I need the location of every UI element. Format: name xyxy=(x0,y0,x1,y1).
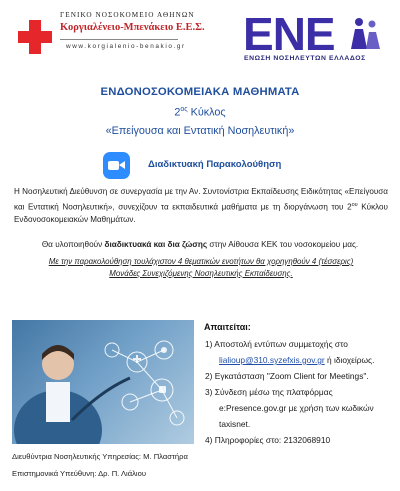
ene-letter: Ε xyxy=(243,8,273,60)
list-item: 3) Σύνδεση μέσω της πλατφόρμας xyxy=(205,387,333,397)
email-link[interactable]: lialioup@310.syzefxis.gov.gr xyxy=(219,355,325,365)
list-item: lialioup@310.syzefxis.gov.gr ή ιδιοχείρως. xyxy=(219,355,375,365)
scientific-supervisor: Επιστημονικά Υπεύθυνη: Δρ. Π. Λιάλιου xyxy=(12,469,146,478)
red-cross-icon xyxy=(18,20,52,54)
ene-letter: Ε xyxy=(304,8,335,60)
delivery-paragraph: Θα υλοποιηθούν διαδικτυακά και δια ζώσης στην Αίθουσα ΚΕΚ του νοσοκομείου μας. xyxy=(41,240,359,249)
requirements-title: Απαιτείται: xyxy=(204,322,251,332)
nurses-figure-icon xyxy=(345,15,385,51)
online-attendance-label: Διαδικτυακή Παρακολούθηση xyxy=(148,159,282,170)
hospital-name-line2: Κοργιαλένειο-Μπενάκειο Ε.Ε.Σ. xyxy=(60,22,205,33)
zoom-icon xyxy=(103,152,130,179)
ene-letter: Ν xyxy=(272,8,305,60)
medical-photo xyxy=(12,320,194,444)
intro-paragraph: Η Νοσηλευτική Διεύθυνση σε συνεργασία με την Αν. Συντονίστρια Εκπαίδευσης Ειδικότητας «Επείγουσα και Εντατική Νοσηλευτική», συνεχίζουν τα εκπαιδευτικά μαθήματα με τη διοργάνωση του $2^{o\upsilon}$ Κύκλου Ενδονοσοκομειακών Μαθημάτων. xyxy=(14,187,388,224)
hospital-name-line1: ΓΕΝΙΚΟ ΝΟΣΟΚΟΜΕΙΟ ΑΘΗΝΩΝ xyxy=(60,11,195,19)
list-item: 1) Αποστολή εντύπων συμμετοχής στο xyxy=(205,339,348,349)
list-item: 2) Εγκατάσταση "Zoom Client for Meetings". xyxy=(205,371,369,381)
ene-subtitle: ΕΝΩΣΗ ΝΟΣΗΛΕΥΤΩΝ ΕΛΛΑΔΟΣ xyxy=(244,55,366,62)
requirements-list xyxy=(205,336,374,448)
hospital-website[interactable]: www.korgialenio-benakio.gr xyxy=(66,43,186,50)
list-item: e:Presence.gov.gr με χρήση των κωδικών xyxy=(219,403,374,413)
list-item: 4) Πληροφορίες στο: 2132068910 xyxy=(205,435,331,445)
course-topic: «Επείγουσα και Εντατική Νοσηλευτική» xyxy=(105,125,295,137)
header-divider xyxy=(60,39,178,40)
page-title: ΕΝΔΟΝΟΣΟΚΟΜΕΙΑΚΑ ΜΑΘΗΜΑΤΑ xyxy=(100,86,300,98)
list-item: taxisnet. xyxy=(219,419,251,429)
credits-paragraph: Με την παρακολούθηση τουλάχιστον 4 θεματικών ενοτήτων θα χορηγηθούν 4 (τέσσερις) Μονάδες Συνεχιζόμενης Νοσηλευτικής Εκπαίδευσης. xyxy=(48,257,354,278)
cycle-label: $2^{o\varsigma}$ Κύκλος xyxy=(174,106,226,119)
nursing-director: Διευθύντρια Νοσηλευτικής Υπηρεσίας: Μ. Πλαστήρα xyxy=(12,452,188,461)
